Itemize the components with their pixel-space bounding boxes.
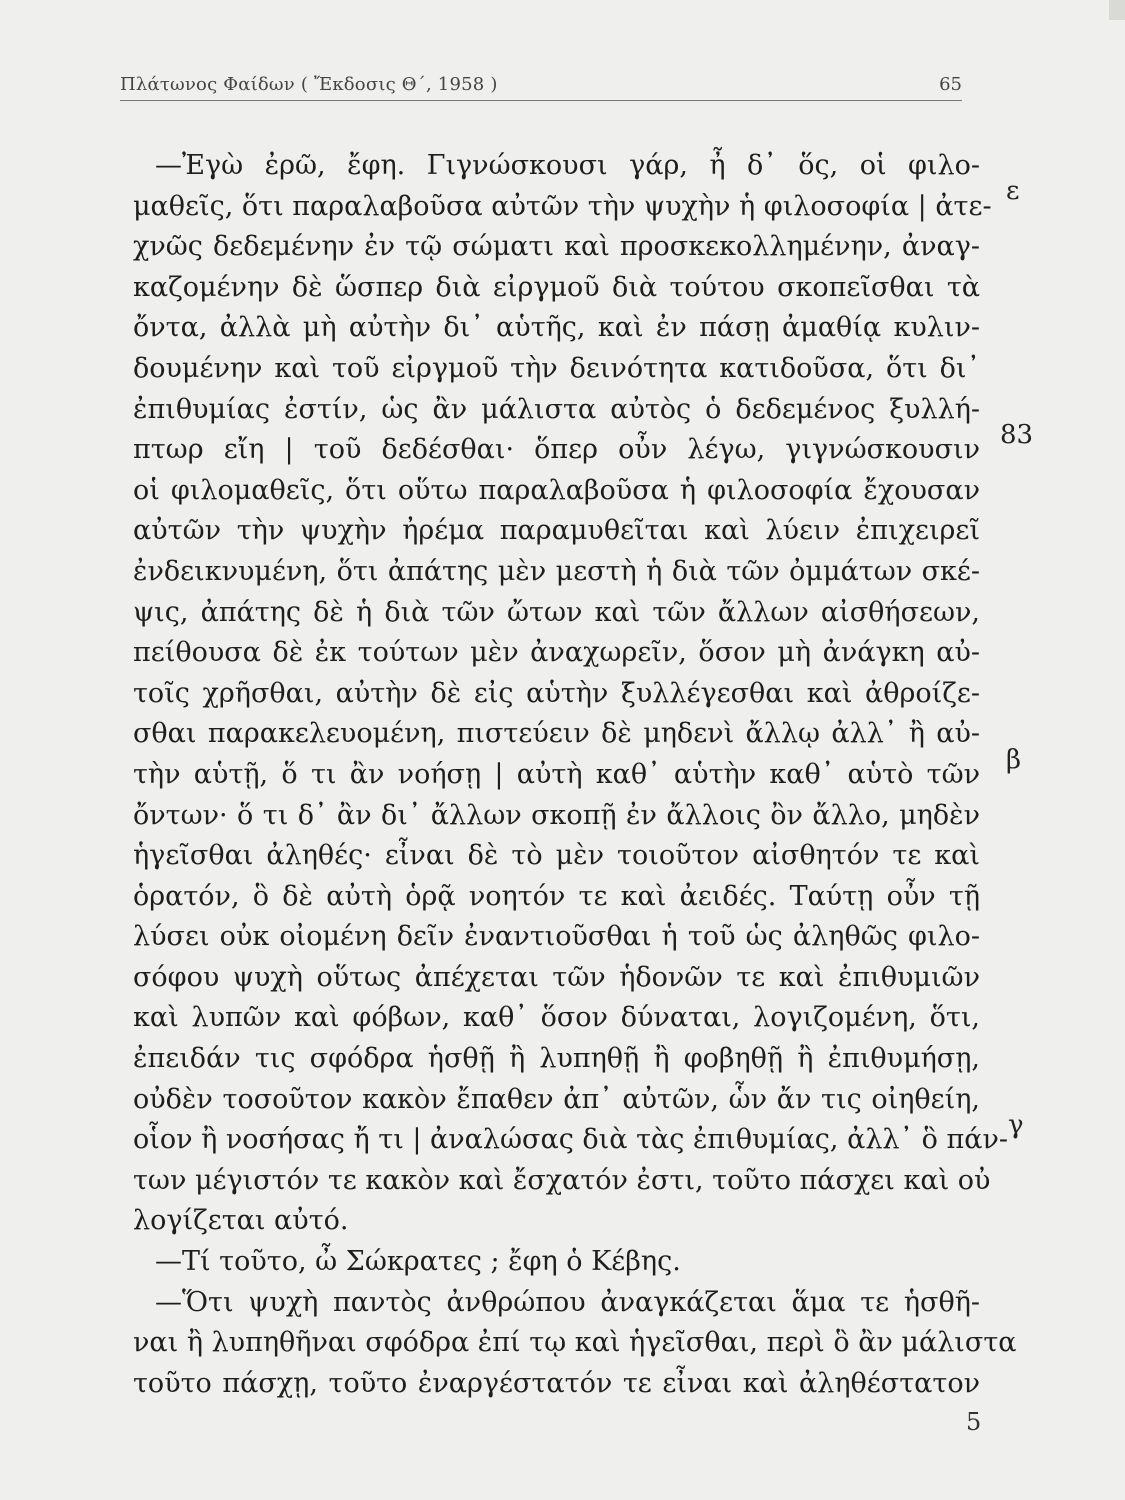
page-number: 65 (939, 74, 962, 95)
text-line: οὐδὲν τοσοῦτον κακὸν ἔπαθεν ἀπ᾿ αὐτῶν, ὧν ἄν τις οἰηθείη, (133, 1083, 980, 1115)
text-line: λύσει οὐκ οἰομένη δεῖν ἐναντιοῦσθαι ἡ τοῦ ὡς ἀληθῶς φιλο- (133, 921, 980, 953)
text-line: χνῶς δεδεμένην ἐν τῷ σώματι καὶ προσκεκολλημένην, ἀναγ- (133, 231, 980, 263)
text-line: αὐτῶν τὴν ψυχὴν ἠρέμα παραμυθεῖται καὶ λύειν ἐπιχειρεῖ (133, 515, 980, 547)
text-line: οἱ φιλομαθεῖς, ὅτι οὕτω παραλαβοῦσα ἡ φιλοσοφία ἔχουσαν (133, 474, 980, 506)
text-line: τοῖς χρῆσθαι, αὐτὴν δὲ εἰς αὑτὴν ξυλλέγεσθαι καὶ ἀθροίζε- (133, 677, 980, 709)
text-line: ἡγεῖσθαι ἀληθές· εἶναι δὲ τὸ μὲν τοιοῦτον αἰσθητόν τε καὶ (133, 840, 980, 872)
text-line: οἷον ἢ νοσήσας ἤ τι | ἀναλώσας διὰ τὰς ἐπιθυμίας, ἀλλ᾿ ὃ πάν- (133, 1124, 1008, 1156)
margin-marker-83: 83 (1000, 420, 1034, 450)
text-line: των μέγιστόν τε κακὸν καὶ ἔσχατόν ἐστι, τοῦτο πάσχει καὶ οὐ (133, 1164, 991, 1196)
margin-marker-g: γ (1008, 1110, 1024, 1140)
text-line: μαθεῖς, ὅτι παραλαβοῦσα αὐτῶν τὴν ψυχὴν ἡ φιλοσοφία | ἀτε- (133, 190, 992, 222)
text-line: πτωρ εἴη | τοῦ δεδέσθαι· ὅπερ οὖν λέγω, γιγνώσκουσιν (133, 434, 980, 466)
text-line: ὄντων· ὅ τι δ᾿ ἂν δι᾿ ἄλλων σκοπῇ ἐν ἄλλοις ὂν ἄλλο, μηδὲν (133, 799, 980, 831)
text-line: ψις, ἀπάτης δὲ ἡ διὰ τῶν ὤτων καὶ τῶν ἄλλων αἰσθήσεων, (133, 596, 980, 628)
text-line: σόφου ψυχὴ οὕτως ἀπέχεται τῶν ἡδονῶν τε καὶ ἐπιθυμιῶν (133, 961, 980, 993)
text-line: ἐνδεικνυμένη, ὅτι ἀπάτης μὲν μεστὴ ἡ διὰ τῶν ὀμμάτων σκέ- (133, 555, 980, 587)
text-line: —Τί τοῦτο, ὦ Σώκρατες ; ἔφη ὁ Κέβης. (155, 1246, 681, 1278)
text-line: τοῦτο πάσχῃ, τοῦτο ἐναργέστατόν τε εἶναι καὶ ἀληθέστατον (133, 1367, 980, 1399)
text-line: πείθουσα δὲ ἐκ τούτων μὲν ἀναχωρεῖν, ὅσον μὴ ἀνάγκη αὐ- (133, 637, 980, 669)
text-line: —Ἐγὼ ἐρῶ, ἔφη. Γιγνώσκουσι γάρ, ἦ δ᾿ ὅς, οἱ φιλο- (155, 150, 980, 181)
text-line: ἐπειδάν τις σφόδρα ἡσθῇ ἢ λυπηθῇ ἢ φοβηθῇ ἢ ἐπιθυμήσῃ, (133, 1043, 980, 1075)
text-line: τὴν αὑτῇ, ὅ τι ἂν νοήσῃ | αὐτὴ καθ᾿ αὑτὴν καθ᾿ αὑτὸ τῶν (133, 758, 980, 790)
page-edge (1109, 0, 1125, 20)
text-line: καὶ λυπῶν καὶ φόβων, καθ᾿ ὅσον δύναται, λογιζομένη, ὅτι, (133, 1002, 980, 1034)
margin-marker-e: ε (1006, 176, 1020, 206)
text-line: λογίζεται αὐτό. (133, 1205, 349, 1237)
running-header (120, 70, 962, 100)
header-rule (120, 100, 962, 101)
signature-mark: 5 (966, 1408, 982, 1436)
margin-marker-b: β (1006, 745, 1022, 775)
text-line: δουμένην καὶ τοῦ εἰργμοῦ τὴν δεινότητα κατιδοῦσα, ὅτι δι᾿ (133, 352, 980, 384)
text-line: ναι ἢ λυπηθῆναι σφόδρα ἐπί τῳ καὶ ἡγεῖσθαι, περὶ ὃ ἂν μάλιστα (133, 1327, 1017, 1359)
text-line: καζομένην δὲ ὥσπερ διὰ εἰργμοῦ διὰ τούτου σκοπεῖσθαι τὰ (133, 271, 980, 303)
text-line: ὄντα, ἀλλὰ μὴ αὐτὴν δι᾿ αὑτῆς, καὶ ἐν πάσῃ ἀμαθίᾳ κυλιν- (133, 312, 980, 344)
text-line: σθαι παρακελευομένη, πιστεύειν δὲ μηδενὶ ἄλλῳ ἀλλ᾿ ἢ αὐ- (133, 718, 980, 750)
text-line: —Ὅτι ψυχὴ παντὸς ἀνθρώπου ἀναγκάζεται ἅμα τε ἡσθῆ- (155, 1286, 980, 1318)
text-line: ὁρατόν, ὃ δὲ αὐτὴ ὁρᾷ νοητόν τε καὶ ἀειδές. Ταύτῃ οὖν τῇ (133, 880, 980, 912)
text-line: ἐπιθυμίας ἐστίν, ὡς ἂν μάλιστα αὐτὸς ὁ δεδεμένος ξυλλή- (133, 393, 980, 425)
running-title: Πλάτωνος Φαίδων ( Ἔκδοσις Θ΄, 1958 ) (120, 74, 498, 95)
